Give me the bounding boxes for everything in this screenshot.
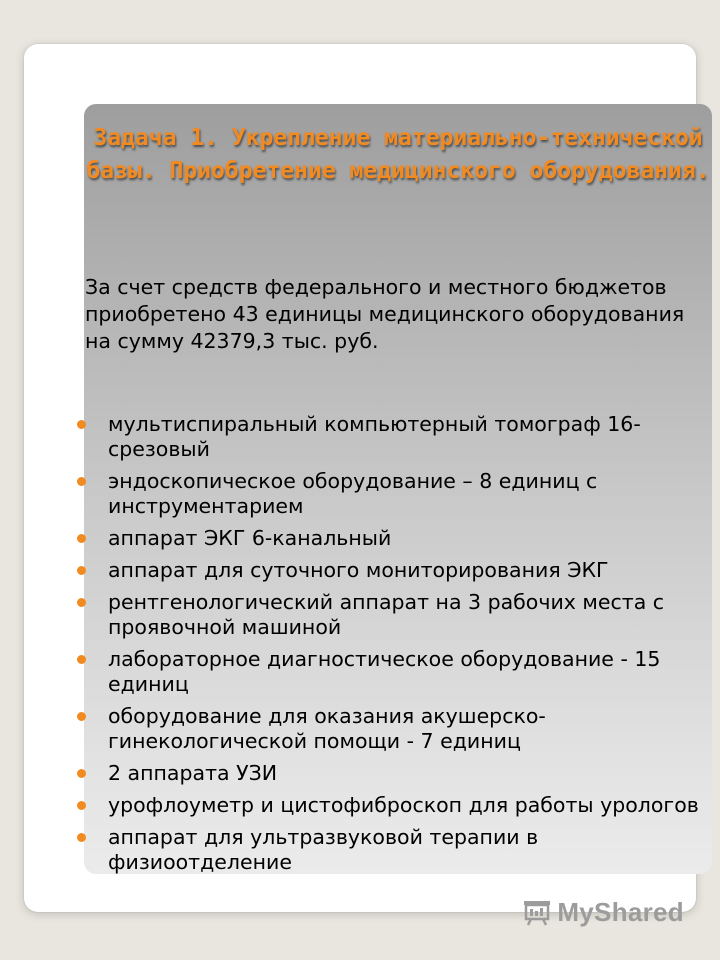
list-item-text: аппарат для ультразвуковой терапии в физиоотделение <box>108 825 539 874</box>
slide-card <box>24 44 710 912</box>
slide-title: Задача 1. Укрепление материально-технической базы. Приобретение медицинского оборудования. <box>86 125 710 184</box>
list-item <box>74 647 704 697</box>
bullet-icon <box>77 566 86 575</box>
list-item-text: лабораторное диагностическое оборудование - 15 единиц <box>108 647 661 696</box>
list-item-text: аппарат для суточного мониторирования ЭКГ <box>108 558 609 582</box>
list-item-text: мультиспиральный компьютерный томограф 16-срезовый <box>108 412 641 461</box>
list-item <box>74 761 704 786</box>
list-item <box>74 825 704 875</box>
bullet-icon <box>77 655 86 664</box>
bullet-icon <box>77 712 86 721</box>
bullet-icon <box>77 769 86 778</box>
list-item <box>74 558 704 583</box>
equipment-list <box>74 412 704 882</box>
list-item-text: аппарат ЭКГ 6-канальный <box>108 526 392 550</box>
watermark[interactable] <box>523 897 684 928</box>
list-item-text: 2 аппарата УЗИ <box>108 761 278 785</box>
list-item-text: урофлоуметр и цистофиброскоп для работы урологов <box>108 793 699 817</box>
bullet-icon <box>77 833 86 842</box>
intro-text: За счет средств федерального и местного бюджетов приобретено 43 единицы медицинского оборудования на сумму 42379,3 тыс. руб. <box>85 275 685 353</box>
list-item-text: оборудование для оказания акушерско-гинекологической помощи - 7 единиц <box>108 704 546 753</box>
bullet-icon <box>77 534 86 543</box>
bullet-icon <box>77 801 86 810</box>
list-item <box>74 704 704 754</box>
watermark-text: MyShared <box>557 897 684 927</box>
list-item <box>74 590 704 640</box>
list-item <box>74 526 704 551</box>
bullet-icon <box>77 477 86 486</box>
list-item-text: рентгенологический аппарат на 3 рабочих места с проявочной машиной <box>108 590 665 639</box>
list-item <box>74 793 704 818</box>
bullet-icon <box>77 598 86 607</box>
list-item <box>74 412 704 462</box>
bullet-icon <box>77 420 86 429</box>
list-item-text: эндоскопическое оборудование – 8 единиц с инструментарием <box>108 469 598 518</box>
presentation-board-icon <box>523 900 551 926</box>
list-item <box>74 469 704 519</box>
